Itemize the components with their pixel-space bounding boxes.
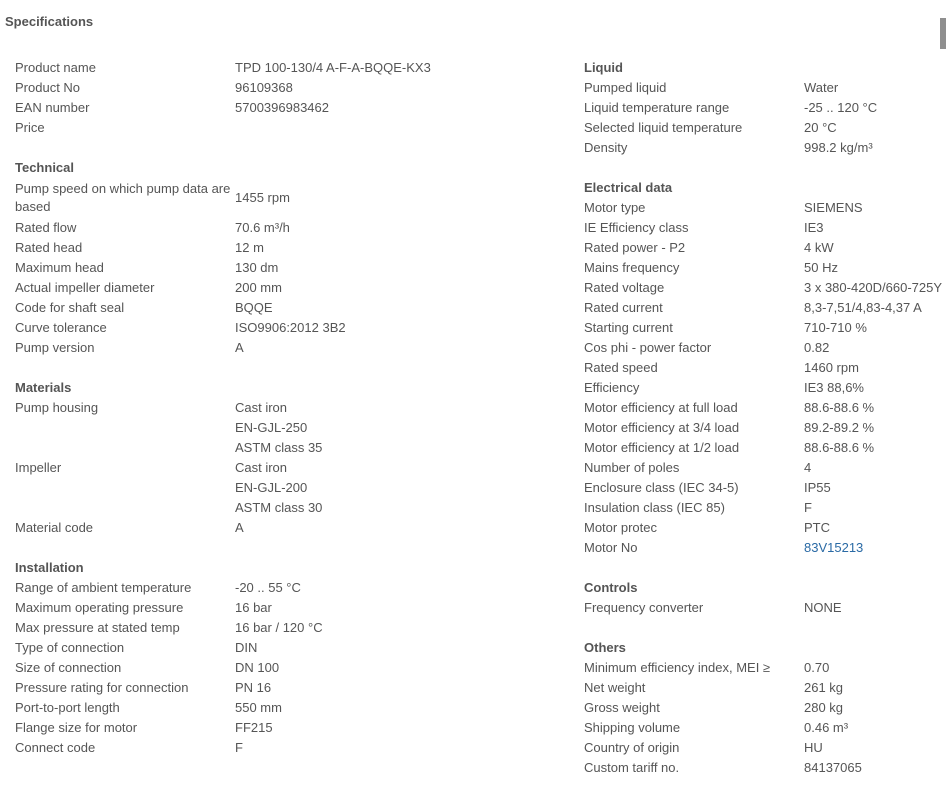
spec-values bbox=[804, 198, 863, 218]
spec-row-actual-impeller-diameter bbox=[15, 278, 555, 298]
spec-row-motor-no bbox=[584, 538, 946, 558]
spec-row-density bbox=[584, 138, 946, 158]
spec-value: 1455 rpm bbox=[235, 190, 290, 205]
spec-values bbox=[804, 738, 823, 758]
spec-row-rated-power-p2 bbox=[584, 238, 946, 258]
spec-row-pump-housing bbox=[15, 398, 555, 458]
spec-value: 0.70 bbox=[804, 660, 830, 675]
spec-value: Cast iron bbox=[235, 460, 288, 475]
section-title: Controls bbox=[584, 580, 638, 595]
spec-label: Rated speed bbox=[584, 360, 658, 375]
spec-values bbox=[804, 318, 867, 338]
spec-values bbox=[235, 258, 535, 278]
spec-values bbox=[235, 618, 535, 638]
spec-row-price bbox=[15, 118, 555, 138]
spec-values bbox=[235, 718, 535, 738]
spec-label: Maximum head bbox=[15, 260, 104, 275]
spec-row-cos-phi-power-factor bbox=[584, 338, 946, 358]
spec-values bbox=[235, 738, 535, 758]
spec-row-rated-speed bbox=[584, 358, 946, 378]
spec-label: Port-to-port length bbox=[15, 700, 120, 715]
spec-label: Insulation class (IEC 85) bbox=[584, 500, 725, 515]
spec-row-size-of-connection bbox=[15, 658, 555, 678]
spec-row-motor-efficiency-at-full-load bbox=[584, 398, 946, 418]
spec-label: IE Efficiency class bbox=[584, 220, 689, 235]
spec-value: ASTM class 35 bbox=[235, 440, 323, 455]
spec-value: 70.6 m³/h bbox=[235, 220, 290, 235]
section-title: Electrical data bbox=[584, 180, 673, 195]
spec-label: Efficiency bbox=[584, 380, 640, 395]
section-title: Installation bbox=[15, 560, 84, 575]
spec-row-rated-current bbox=[584, 298, 946, 318]
spec-label: Material code bbox=[15, 520, 94, 535]
spec-value: 1460 rpm bbox=[804, 360, 859, 375]
scrollbar-thumb[interactable] bbox=[940, 18, 946, 49]
spec-value: 550 mm bbox=[235, 700, 282, 715]
spec-value: 16 bar / 120 °C bbox=[235, 620, 323, 635]
spec-label: Motor No bbox=[584, 540, 638, 555]
spec-row-connect-code bbox=[15, 738, 555, 758]
spec-values bbox=[235, 278, 535, 298]
spec-row-impeller bbox=[15, 458, 555, 518]
spec-value: EN-GJL-250 bbox=[235, 420, 308, 435]
spec-row-motor-efficiency-at-1-2-load bbox=[584, 438, 946, 458]
spec-label: Type of connection bbox=[15, 640, 125, 655]
spec-label: Cos phi - power factor bbox=[584, 340, 712, 355]
spec-values bbox=[235, 458, 535, 518]
spec-label: Enclosure class (IEC 34-5) bbox=[584, 480, 739, 495]
spec-value: -20 .. 55 °C bbox=[235, 580, 301, 595]
spec-value: IE3 bbox=[804, 220, 824, 235]
spec-value: 130 dm bbox=[235, 260, 279, 275]
right-column bbox=[584, 58, 946, 778]
spec-value: F bbox=[235, 740, 243, 755]
spec-values bbox=[804, 258, 838, 278]
spec-value: 12 m bbox=[235, 240, 264, 255]
spec-values bbox=[804, 478, 831, 498]
spec-values bbox=[804, 658, 829, 678]
section-others bbox=[584, 638, 946, 778]
spec-value: BQQE bbox=[235, 300, 273, 315]
section-title: Liquid bbox=[584, 60, 623, 75]
spec-label: Net weight bbox=[584, 680, 646, 695]
spec-values bbox=[235, 298, 535, 318]
spec-label: Motor efficiency at full load bbox=[584, 400, 738, 415]
spec-row-curve-tolerance bbox=[15, 318, 555, 338]
spec-row-maximum-head bbox=[15, 258, 555, 278]
spec-row-insulation-class-iec-85 bbox=[584, 498, 946, 518]
spec-value: SIEMENS bbox=[804, 200, 863, 215]
spec-label: Actual impeller diameter bbox=[15, 280, 155, 295]
spec-row-product-no bbox=[15, 78, 555, 98]
spec-row-maximum-operating-pressure bbox=[15, 598, 555, 618]
spec-values bbox=[804, 78, 838, 98]
spec-label: Size of connection bbox=[15, 660, 122, 675]
spec-values bbox=[804, 538, 863, 558]
spec-label: Density bbox=[584, 140, 628, 155]
spec-value: 88.6-88.6 % bbox=[804, 440, 875, 455]
page-title: Specifications bbox=[5, 14, 94, 29]
spec-label: Price bbox=[15, 120, 45, 135]
spec-value: A bbox=[235, 520, 244, 535]
spec-value: F bbox=[804, 500, 812, 515]
spec-value: 16 bar bbox=[235, 600, 272, 615]
spec-label: Minimum efficiency index, MEI ≥ bbox=[584, 660, 771, 675]
spec-value: 50 Hz bbox=[804, 260, 838, 275]
spec-label: Motor efficiency at 3/4 load bbox=[584, 420, 740, 435]
spec-label: Liquid temperature range bbox=[584, 100, 730, 115]
spec-row-liquid-temperature-range bbox=[584, 98, 946, 118]
section-technical bbox=[15, 158, 555, 358]
spec-value: HU bbox=[804, 740, 823, 755]
spec-values bbox=[804, 98, 877, 118]
spec-values bbox=[235, 678, 535, 698]
spec-values bbox=[804, 338, 829, 358]
spec-label: Pressure rating for connection bbox=[15, 680, 189, 695]
spec-value: IE3 88,6% bbox=[804, 380, 864, 395]
spec-value: DIN bbox=[235, 640, 258, 655]
spec-value: DN 100 bbox=[235, 660, 280, 675]
spec-value: Water bbox=[804, 80, 839, 95]
spec-value: 89.2-89.2 % bbox=[804, 420, 875, 435]
spec-row-frequency-converter bbox=[584, 598, 946, 618]
spec-row-product-name bbox=[15, 58, 555, 78]
spec-values bbox=[804, 498, 812, 518]
spec-row-ie-efficiency-class bbox=[584, 218, 946, 238]
spec-label: Pump housing bbox=[15, 400, 99, 415]
spec-label: Selected liquid temperature bbox=[584, 120, 743, 135]
spec-row-ean-number bbox=[15, 98, 555, 118]
spec-row-net-weight bbox=[584, 678, 946, 698]
left-column bbox=[15, 58, 555, 758]
spec-values bbox=[235, 218, 535, 238]
spec-row-minimum-efficiency-index-mei bbox=[584, 658, 946, 678]
spec-values bbox=[804, 758, 862, 778]
spec-label: Shipping volume bbox=[584, 720, 681, 735]
spec-values bbox=[804, 218, 824, 238]
spec-row-port-to-port-length bbox=[15, 698, 555, 718]
spec-row-rated-voltage bbox=[584, 278, 946, 298]
spec-label: Rated power - P2 bbox=[584, 240, 686, 255]
spec-value: TPD 100-130/4 A-F-A-BQQE-KX3 bbox=[235, 60, 431, 75]
spec-label: Pump version bbox=[15, 340, 95, 355]
spec-label: Max pressure at stated temp bbox=[15, 620, 180, 635]
spec-label: Country of origin bbox=[584, 740, 680, 755]
spec-label: Pump speed on which pump data are based bbox=[15, 181, 231, 214]
spec-label: Rated voltage bbox=[584, 280, 665, 295]
spec-values bbox=[804, 118, 837, 138]
spec-label: Number of poles bbox=[584, 460, 680, 475]
spec-value: 96109368 bbox=[235, 80, 293, 95]
spec-value: 5700396983462 bbox=[235, 100, 329, 115]
spec-values bbox=[804, 438, 874, 458]
section-title: Others bbox=[584, 640, 626, 655]
spec-label: Product No bbox=[15, 80, 81, 95]
spec-values bbox=[804, 718, 848, 738]
section-installation bbox=[15, 558, 555, 758]
spec-label: Frequency converter bbox=[584, 600, 704, 615]
spec-values bbox=[804, 378, 864, 398]
spec-values bbox=[235, 189, 535, 207]
spec-value: 88.6-88.6 % bbox=[804, 400, 875, 415]
spec-values bbox=[235, 598, 535, 618]
spec-value: 4 kW bbox=[804, 240, 834, 255]
spec-row-starting-current bbox=[584, 318, 946, 338]
spec-value: ISO9906:2012 3B2 bbox=[235, 320, 346, 335]
spec-values bbox=[235, 578, 535, 598]
spec-label: Motor protec bbox=[584, 520, 657, 535]
spec-values bbox=[235, 398, 535, 458]
spec-value: ASTM class 30 bbox=[235, 500, 323, 515]
spec-value: 710-710 % bbox=[804, 320, 867, 335]
section-materials bbox=[15, 378, 555, 538]
spec-row-pressure-rating-for-connection bbox=[15, 678, 555, 698]
spec-value: 20 °C bbox=[804, 120, 837, 135]
spec-row-rated-head bbox=[15, 238, 555, 258]
section-title: Materials bbox=[15, 380, 72, 395]
spec-values bbox=[235, 638, 535, 658]
section-electrical-data bbox=[584, 178, 946, 558]
spec-label: EAN number bbox=[15, 100, 90, 115]
spec-label: Pumped liquid bbox=[584, 80, 667, 95]
spec-row-material-code bbox=[15, 518, 555, 538]
spec-value: 8,3-7,51/4,83-4,37 A bbox=[804, 300, 922, 315]
spec-row-pump-speed-on-which-pump-data-are-based bbox=[15, 178, 555, 218]
spec-values bbox=[235, 98, 535, 118]
spec-value: PTC bbox=[804, 520, 830, 535]
spec-label: Motor type bbox=[584, 200, 646, 215]
spec-label: Starting current bbox=[584, 320, 673, 335]
section-title: Technical bbox=[15, 160, 75, 175]
spec-label: Range of ambient temperature bbox=[15, 580, 192, 595]
spec-value: 3 x 380-420D/660-725Y bbox=[804, 280, 943, 295]
spec-values bbox=[235, 78, 535, 98]
spec-value: NONE bbox=[804, 600, 842, 615]
spec-values bbox=[235, 658, 535, 678]
spec-values bbox=[804, 138, 873, 158]
section-general bbox=[15, 58, 555, 138]
spec-label: Product name bbox=[15, 60, 96, 75]
spec-value: -25 .. 120 °C bbox=[804, 100, 878, 115]
spec-label: Custom tariff no. bbox=[584, 760, 680, 775]
spec-row-selected-liquid-temperature bbox=[584, 118, 946, 138]
spec-values bbox=[235, 338, 535, 358]
spec-values bbox=[235, 238, 535, 258]
spec-row-shipping-volume bbox=[584, 718, 946, 738]
spec-label: Impeller bbox=[15, 460, 62, 475]
spec-label: Motor efficiency at 1/2 load bbox=[584, 440, 740, 455]
spec-label: Rated flow bbox=[15, 220, 77, 235]
spec-values bbox=[804, 458, 811, 478]
spec-label: Flange size for motor bbox=[15, 720, 138, 735]
spec-row-max-pressure-at-stated-temp bbox=[15, 618, 555, 638]
spec-label: Maximum operating pressure bbox=[15, 600, 184, 615]
spec-value: 84137065 bbox=[804, 760, 862, 775]
spec-value: IP55 bbox=[804, 480, 831, 495]
spec-value: FF215 bbox=[235, 720, 273, 735]
spec-values bbox=[235, 318, 535, 338]
spec-value: 261 kg bbox=[804, 680, 844, 695]
spec-values bbox=[804, 298, 922, 318]
spec-values bbox=[804, 358, 859, 378]
spec-values bbox=[804, 418, 874, 438]
spec-label: Rated head bbox=[15, 240, 83, 255]
spec-label: Mains frequency bbox=[584, 260, 680, 275]
spec-value: 0.46 m³ bbox=[804, 720, 849, 735]
spec-row-country-of-origin bbox=[584, 738, 946, 758]
spec-values bbox=[804, 598, 842, 618]
spec-values bbox=[804, 238, 834, 258]
spec-row-type-of-connection bbox=[15, 638, 555, 658]
spec-row-number-of-poles bbox=[584, 458, 946, 478]
spec-row-gross-weight bbox=[584, 698, 946, 718]
spec-value-link[interactable]: 83V15213 bbox=[804, 540, 864, 555]
section-controls bbox=[584, 578, 946, 618]
spec-row-motor-protec bbox=[584, 518, 946, 538]
spec-value: EN-GJL-200 bbox=[235, 480, 308, 495]
spec-row-flange-size-for-motor bbox=[15, 718, 555, 738]
spec-value: PN 16 bbox=[235, 680, 272, 695]
spec-label: Connect code bbox=[15, 740, 96, 755]
spec-value: 200 mm bbox=[235, 280, 282, 295]
spec-values bbox=[804, 278, 942, 298]
spec-row-motor-efficiency-at-3-4-load bbox=[584, 418, 946, 438]
spec-label: Gross weight bbox=[584, 700, 660, 715]
spec-label: Curve tolerance bbox=[15, 320, 107, 335]
spec-value: A bbox=[235, 340, 244, 355]
spec-value: 998.2 kg/m³ bbox=[804, 140, 873, 155]
spec-value: 4 bbox=[804, 460, 812, 475]
spec-row-enclosure-class-iec-34-5 bbox=[584, 478, 946, 498]
spec-label: Rated current bbox=[584, 300, 663, 315]
spec-values bbox=[804, 678, 843, 698]
spec-row-rated-flow bbox=[15, 218, 555, 238]
spec-row-range-of-ambient-temperature bbox=[15, 578, 555, 598]
spec-values bbox=[804, 698, 843, 718]
spec-row-motor-type bbox=[584, 198, 946, 218]
section-liquid bbox=[584, 58, 946, 158]
spec-value: Cast iron bbox=[235, 400, 288, 415]
spec-values bbox=[235, 58, 535, 78]
spec-row-code-for-shaft-seal bbox=[15, 298, 555, 318]
spec-row-pumped-liquid bbox=[584, 78, 946, 98]
spec-label: Code for shaft seal bbox=[15, 300, 125, 315]
spec-values bbox=[804, 398, 874, 418]
spec-values bbox=[804, 518, 830, 538]
spec-value: 0.82 bbox=[804, 340, 830, 355]
spec-value: 280 kg bbox=[804, 700, 844, 715]
spec-values bbox=[235, 698, 535, 718]
spec-values bbox=[235, 518, 535, 538]
spec-row-pump-version bbox=[15, 338, 555, 358]
spec-row-efficiency bbox=[584, 378, 946, 398]
spec-row-custom-tariff-no bbox=[584, 758, 946, 778]
spec-row-mains-frequency bbox=[584, 258, 946, 278]
